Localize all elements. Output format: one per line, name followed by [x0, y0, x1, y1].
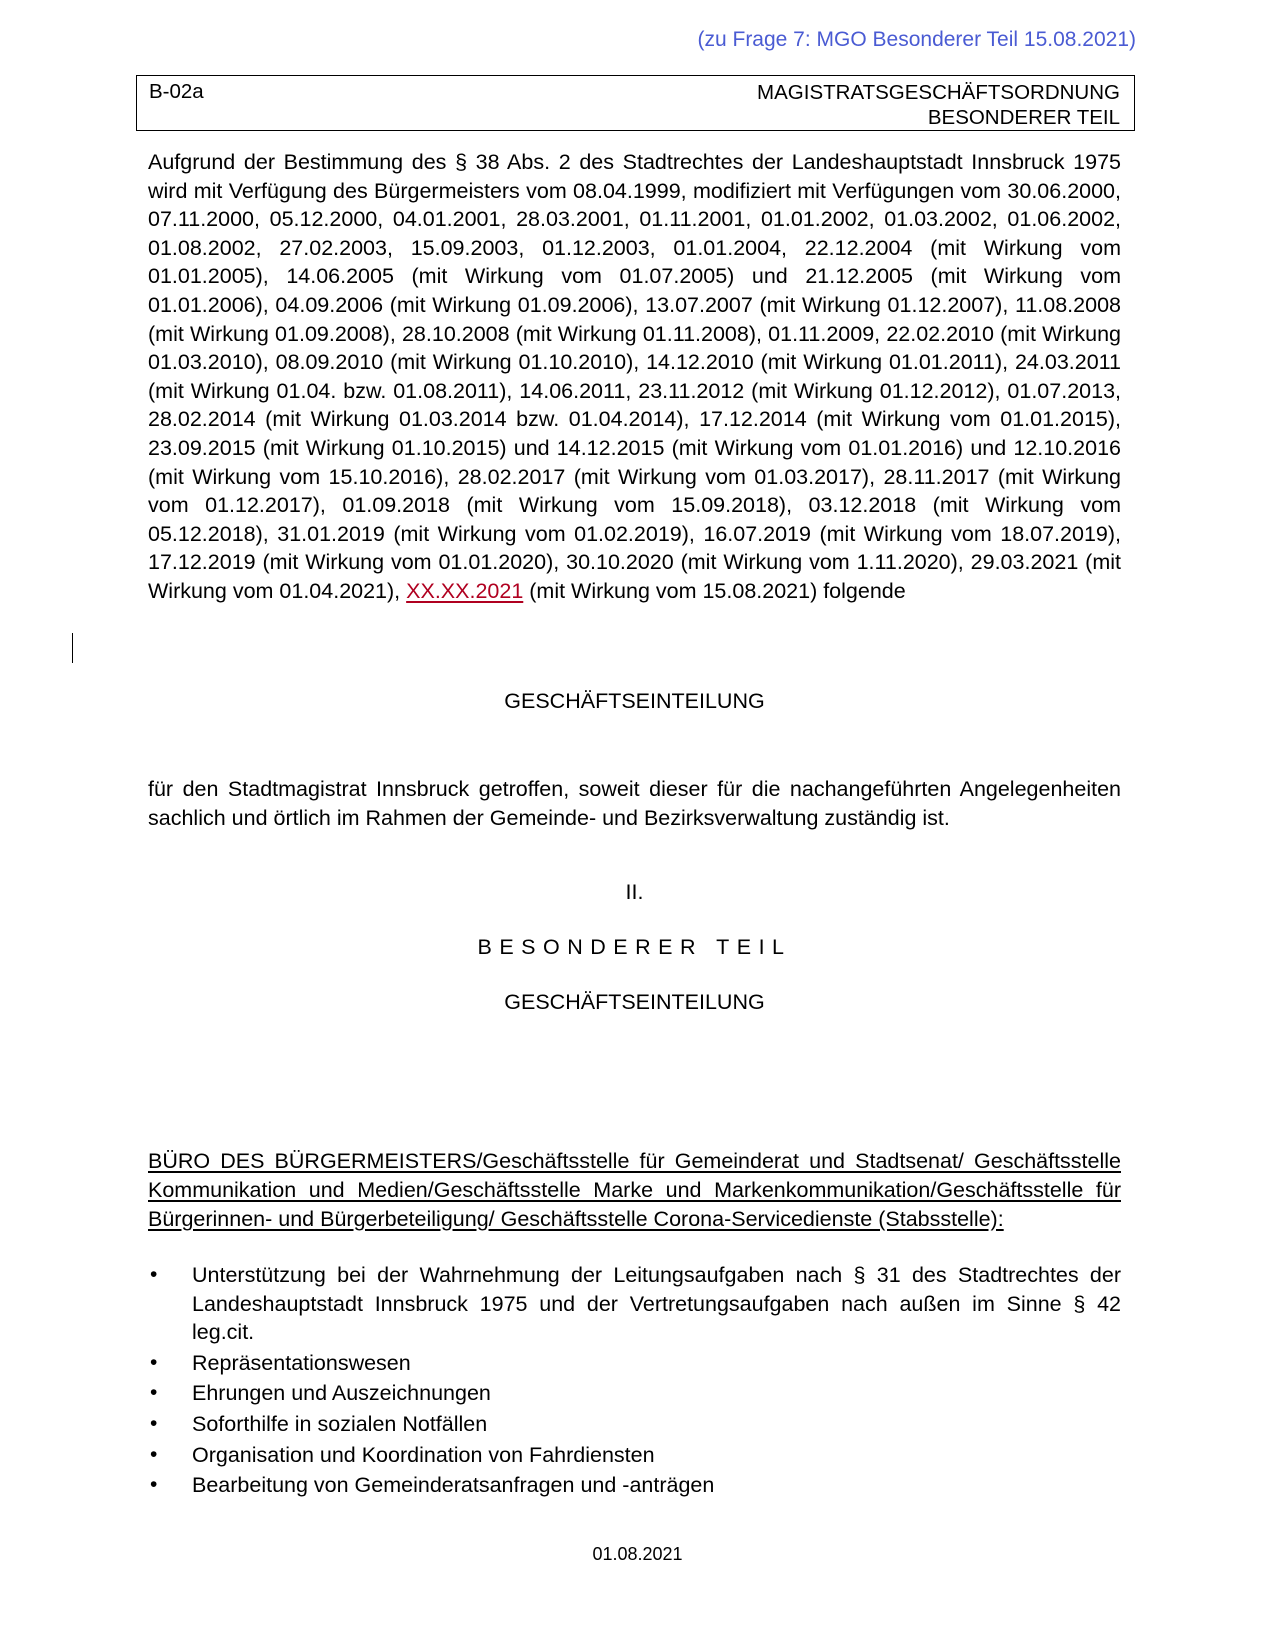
- question-reference-note: (zu Frage 7: MGO Besonderer Teil 15.08.2021): [697, 28, 1136, 51]
- footer-date: 01.08.2021: [592, 1544, 683, 1564]
- document-code: B-02a: [149, 80, 204, 103]
- heading-geschaeftseinteilung-2: GESCHÄFTSEINTEILUNG: [504, 990, 765, 1014]
- list-item: • Soforthilfe in sozialen Notfällen: [148, 1410, 1121, 1439]
- list-item: • Unterstützung bei der Wahrnehmung der Leitungsaufgaben nach § 31 des Stadtrechtes der Landeshauptstadt Innsbruck 1975 und der Vertretungsaufgaben nach außen im Sinne § 42 leg.cit.: [148, 1261, 1121, 1347]
- section-title: BESONDERER TEIL: [477, 935, 792, 959]
- document-header-box: [136, 75, 1135, 131]
- intro-text-end: (mit Wirkung vom 15.08.2021) folgende: [529, 578, 906, 603]
- list-item: • Bearbeitung von Gemeinderatsanfragen und -anträgen: [148, 1471, 1121, 1500]
- document-header-title: [757, 80, 1120, 130]
- header-title-line-2: BESONDERER TEIL: [927, 106, 1120, 129]
- office-heading: BÜRO DES BÜRGERMEISTERS/Geschäftsstelle für Gemeinderat und Stadtsenat/ Geschäftsstelle Kommunikation und Medien/Geschäftsstelle Marke und Markenkommunikation/Geschäftsstelle für Bürgerinnen- und Bürgerbeteiligung/ Geschäftsstelle Corona-Servicedienste (Stabsstelle):: [148, 1149, 1121, 1231]
- list-item: • Ehrungen und Auszeichnungen: [148, 1379, 1121, 1408]
- revision-change-bar: [72, 633, 73, 663]
- intro-paragraph: [148, 148, 1121, 606]
- intro-text: Aufgrund der Bestimmung des § 38 Abs. 2 des Stadtrechtes der Landeshauptstadt Innsbruck 1975 wird mit Verfügung des Bürgermeisters vom 08.04.1999, modifiziert mit Verfügungen vom 30.06.2000, 07.11.2000, 05.12.2000, 04.01.2001, 28.03.2001, 01.11.2001, 01.01.2002, 01.03.2002, 01.06.2002, 01.08.2002, 27.02.2003, 15.09.2003, 01.12.2003, 01.01.2004, 22.12.2004 (mit Wirkung vom 01.01.2005), 14.06.2005 (mit Wirkung vom 01.07.2005) und 21.12.2005 (mit Wirkung vom 01.01.2006), 04.09.2006 (mit Wirkung 01.09.2006), 13.07.2007 (mit Wirkung 01.12.2007), 11.08.2008 (mit Wirkung 01.09.2008), 28.10.2008 (mit Wirkung 01.11.2008), 01.11.2009, 22.02.2010 (mit Wirkung 01.03.2010), 08.09.2010 (mit Wirkung 01.10.2010), 14.12.2010 (mit Wirkung 01.01.2011), 24.03.2011 (mit Wirkung 01.04. bzw. 01.08.2011), 14.06.2011, 23.11.2012 (mit Wirkung 01.12.2012), 01.07.2013, 28.02.2014 (mit Wirkung 01.03.2014 bzw. 01.04.2014), 17.12.2014 (mit Wirkung vom 01.01.2015), 23.09.2015 (mit Wirkung 01.10.2015) und 14.12.2015 (mit Wirkung vom 01.01.2016) und 12.10.2016 (mit Wirkung vom 15.10.2016), 28.02.2017 (mit Wirkung vom 01.03.2017), 28.11.2017 (mit Wirkung vom 01.12.2017), 01.09.2018 (mit Wirkung vom 15.09.2018), 03.12.2018 (mit Wirkung vom 05.12.2018), 31.01.2019 (mit Wirkung vom 01.02.2019), 16.07.2019 (mit Wirkung vom 18.07.2019), 17.12.2019 (mit Wirkung vom 01.01.2020), 30.10.2020 (mit Wirkung vom 1.11.2020), 29.03.2021 (mit Wirkung vom 01.04.2021),: [148, 150, 1121, 603]
- heading-geschaeftseinteilung: GESCHÄFTSEINTEILUNG: [504, 689, 765, 713]
- list-item: • Organisation und Koordination von Fahrdiensten: [148, 1441, 1121, 1470]
- section-number: II.: [625, 880, 644, 904]
- scope-paragraph: für den Stadtmagistrat Innsbruck getroffen, soweit dieser für die nachangeführten Angelegenheiten sachlich und örtlich im Rahmen der Gemeinde- und Bezirksverwaltung zuständig ist.: [148, 777, 1121, 830]
- tracked-change-date: XX.XX.2021: [406, 578, 524, 603]
- duty-list: [148, 1261, 1121, 1502]
- header-title-line-1: MAGISTRATSGESCHÄFTSORDNUNG: [757, 81, 1120, 104]
- list-item: • Repräsentationswesen: [148, 1349, 1121, 1378]
